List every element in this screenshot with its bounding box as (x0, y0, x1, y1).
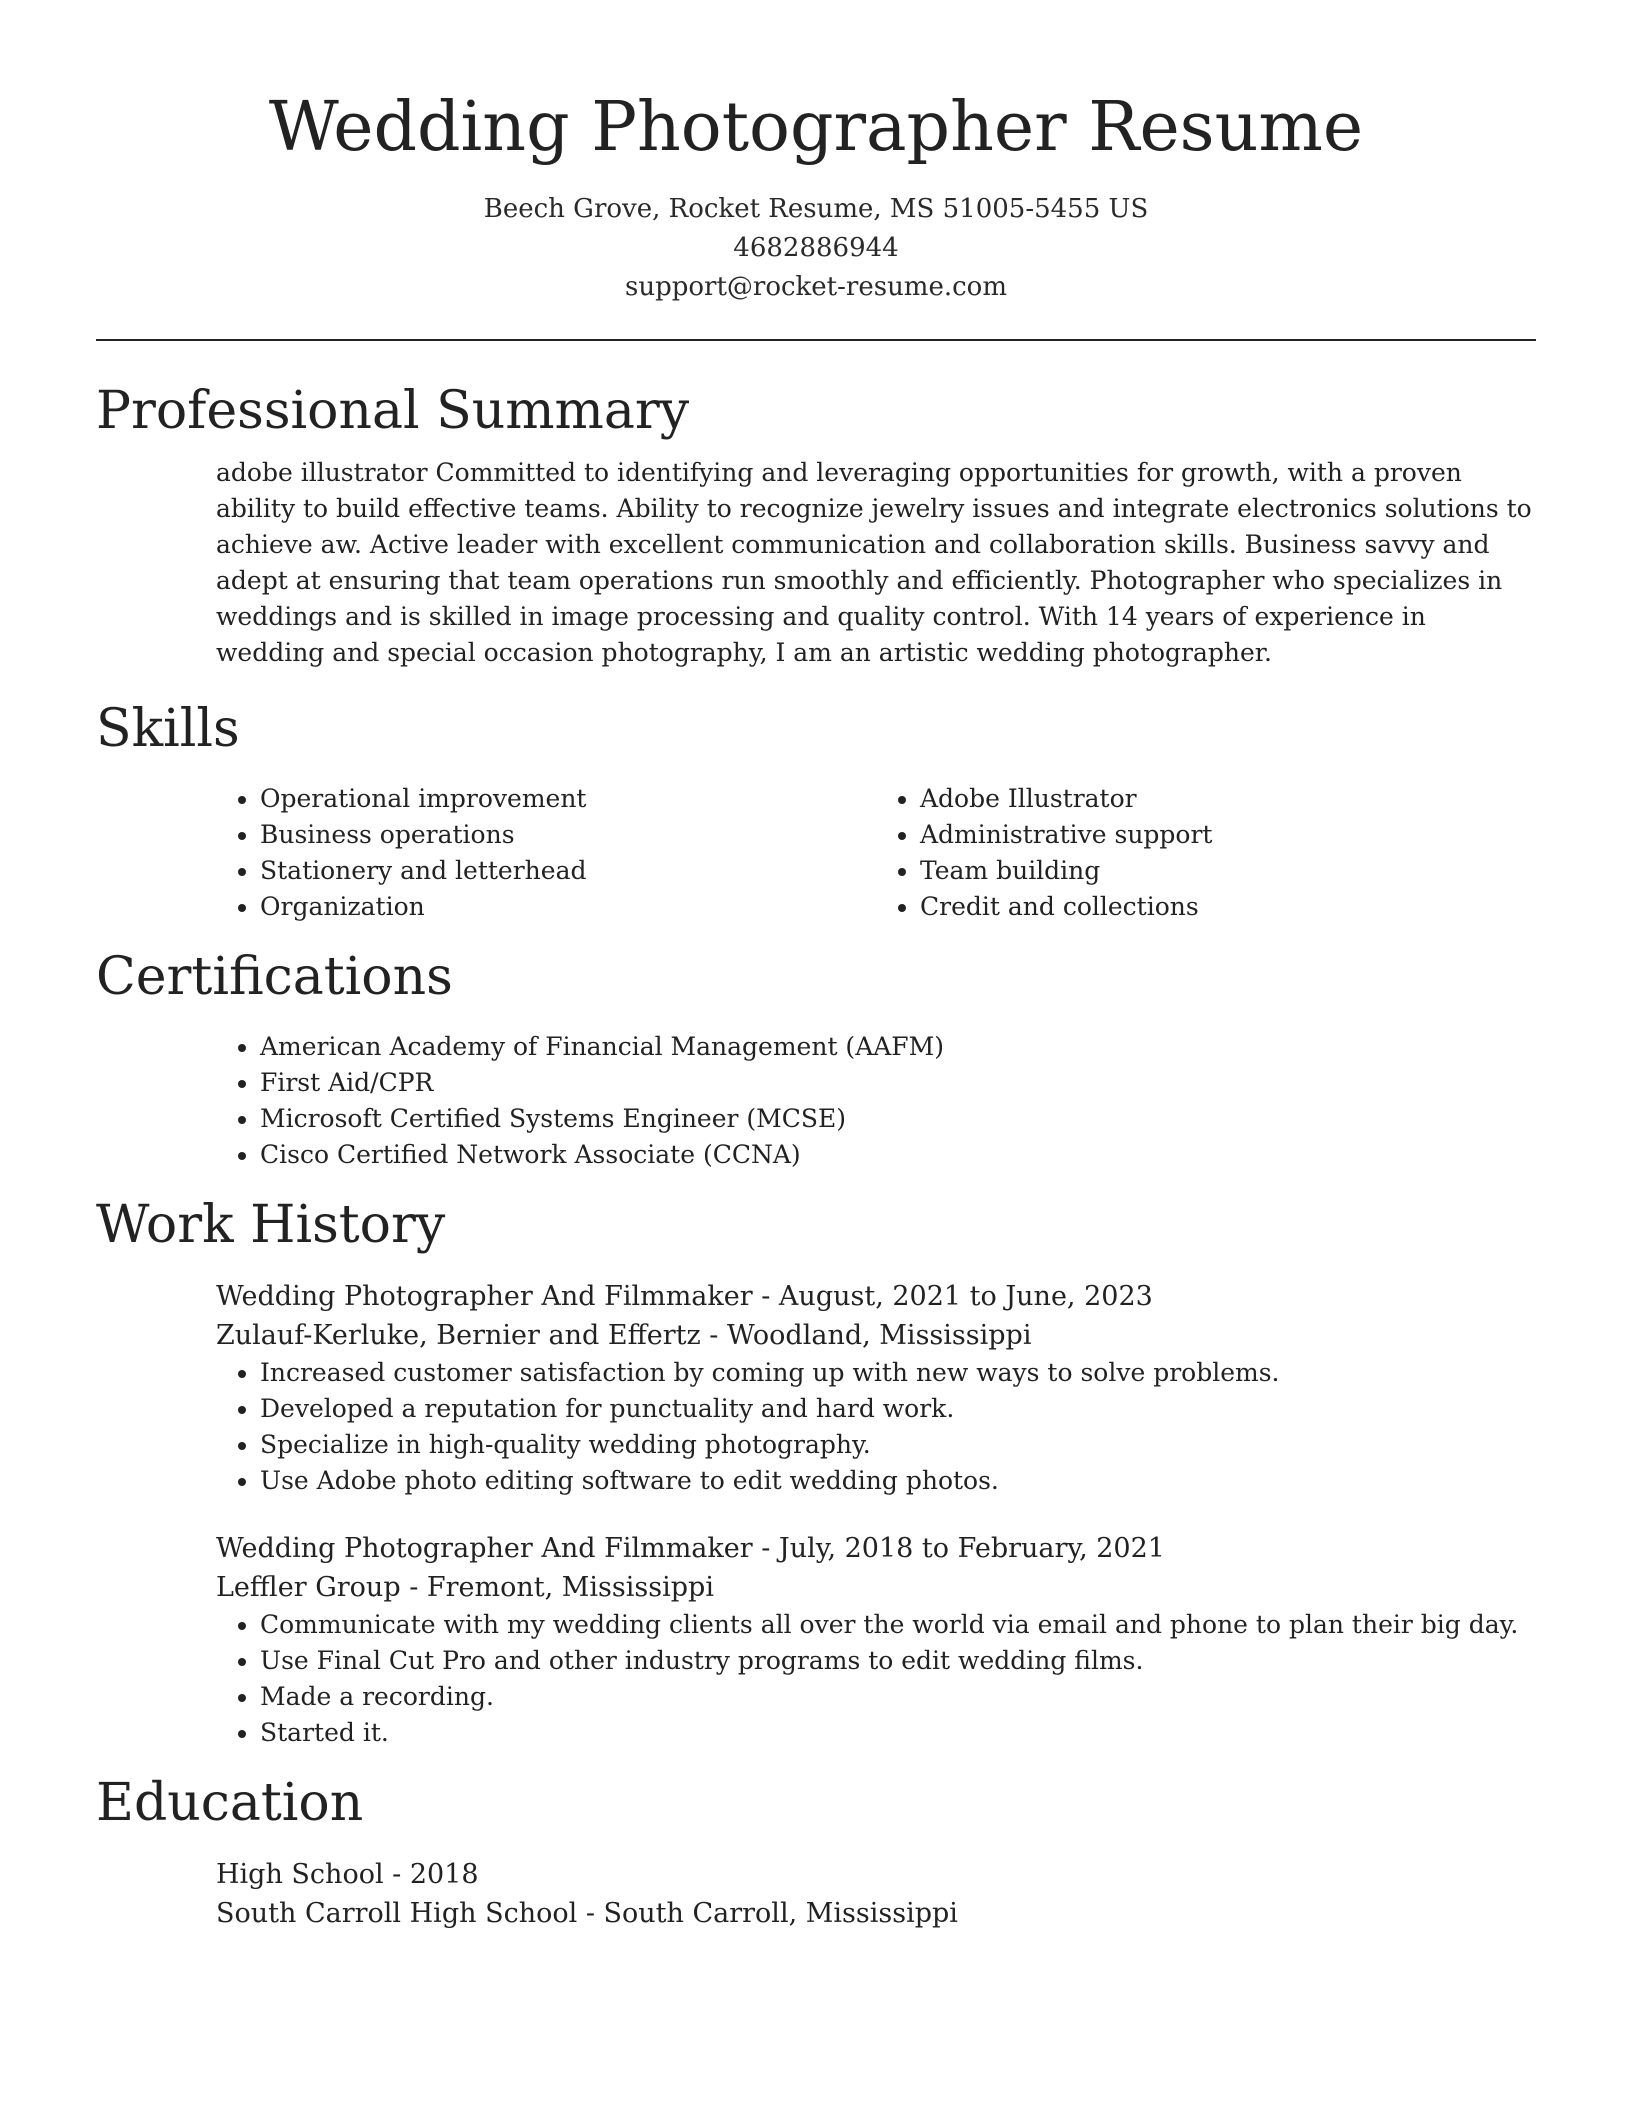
skills-column-right (876, 781, 1536, 925)
education-entry (216, 1855, 1536, 1933)
job-bullet: • Developed a reputation for punctuality and hard work. (260, 1391, 1536, 1427)
header-divider (96, 339, 1536, 341)
job-company-line (216, 1568, 1536, 1607)
job-bullet: • Made a recording. (260, 1679, 1536, 1715)
job-location: - Fremont, Mississippi (400, 1572, 714, 1603)
resume-title: Wedding Photographer Resume (268, 88, 1364, 167)
email: support@rocket-resume.com (624, 272, 1007, 302)
education-heading: Education (96, 1773, 364, 1833)
skill-item: • Administrative support (920, 817, 1536, 853)
work-history-heading: Work History (96, 1195, 446, 1255)
contact-block (96, 190, 1536, 307)
resume-page (96, 0, 1536, 1933)
job-bullet: • Started it. (260, 1715, 1536, 1751)
resume-header (96, 0, 1536, 307)
education-degree: High School (216, 1859, 384, 1890)
job-bullets (216, 1355, 1536, 1499)
certifications-bullets (216, 1029, 1536, 1173)
education-year: - 2018 (383, 1859, 479, 1890)
skill-item: • Adobe Illustrator (920, 781, 1536, 817)
certification-item: • Cisco Certified Network Associate (CCNA) (260, 1137, 1536, 1173)
education-school: South Carroll High School (216, 1898, 578, 1929)
education-location: - South Carroll, Mississippi (577, 1898, 958, 1929)
job-bullet: • Increased customer satisfaction by coming up with new ways to solve problems. (260, 1355, 1536, 1391)
summary-heading: Professional Summary (96, 381, 690, 441)
education-degree-line (216, 1855, 1536, 1894)
phone: 4682886944 (733, 233, 899, 263)
certifications-heading: Certifications (96, 947, 453, 1007)
certification-item: • American Academy of Financial Management (AAFM) (260, 1029, 1536, 1065)
job-role: Wedding Photographer And Filmmaker (216, 1281, 753, 1312)
job-company: Zulauf-Kerluke, Bernier and Effertz (216, 1320, 701, 1351)
job-company-line (216, 1316, 1536, 1355)
skill-item: • Team building (920, 853, 1536, 889)
job-location: - Woodland, Mississippi (700, 1320, 1032, 1351)
education-school-line (216, 1894, 1536, 1933)
job-bullet: • Use Final Cut Pro and other industry programs to edit wedding films. (260, 1643, 1536, 1679)
skills-column-left (216, 781, 876, 925)
job-entry (216, 1277, 1536, 1499)
job-entry (216, 1529, 1536, 1751)
job-bullet: • Communicate with my wedding clients all over the world via email and phone to plan their big day. (260, 1607, 1536, 1643)
job-bullet: • Specialize in high-quality wedding photography. (260, 1427, 1536, 1463)
skill-item: • Operational improvement (260, 781, 876, 817)
summary-text: adobe illustrator Committed to identifying and leveraging opportunities for growth, with a proven ability to build effective teams. Ability to recognize jewelry issues and integrate electronics solutions to achieve aw. Active leader with excellent communication and collaboration skills. Business savvy and adept at ensuring that team operations run smoothly and efficiently. Photographer who specializes in weddings and is skilled in image processing and quality control. With 14 years of experience in wedding and special occasion photography, I am an artistic wedding photographer. (216, 458, 1532, 667)
address: Beech Grove, Rocket Resume, MS 51005-5455 US (483, 194, 1149, 224)
skill-item: • Credit and collections (920, 889, 1536, 925)
job-dates: - July, 2018 to February, 2021 (752, 1533, 1165, 1564)
certifications-list (216, 1029, 1536, 1173)
certification-item: • Microsoft Certified Systems Engineer (MCSE) (260, 1101, 1536, 1137)
skill-item: • Business operations (260, 817, 876, 853)
job-bullet: • Use Adobe photo editing software to edit wedding photos. (260, 1463, 1536, 1499)
job-company: Leffler Group (216, 1572, 401, 1603)
skill-item: • Stationery and letterhead (260, 853, 876, 889)
skills-list (216, 781, 1536, 925)
job-title-line (216, 1277, 1536, 1316)
skills-heading: Skills (96, 699, 240, 759)
skill-item: • Organization (260, 889, 876, 925)
job-title-line (216, 1529, 1536, 1568)
certification-item: • First Aid/CPR (260, 1065, 1536, 1101)
job-dates: - August, 2021 to June, 2023 (752, 1281, 1153, 1312)
job-role: Wedding Photographer And Filmmaker (216, 1533, 753, 1564)
job-bullets (216, 1607, 1536, 1751)
